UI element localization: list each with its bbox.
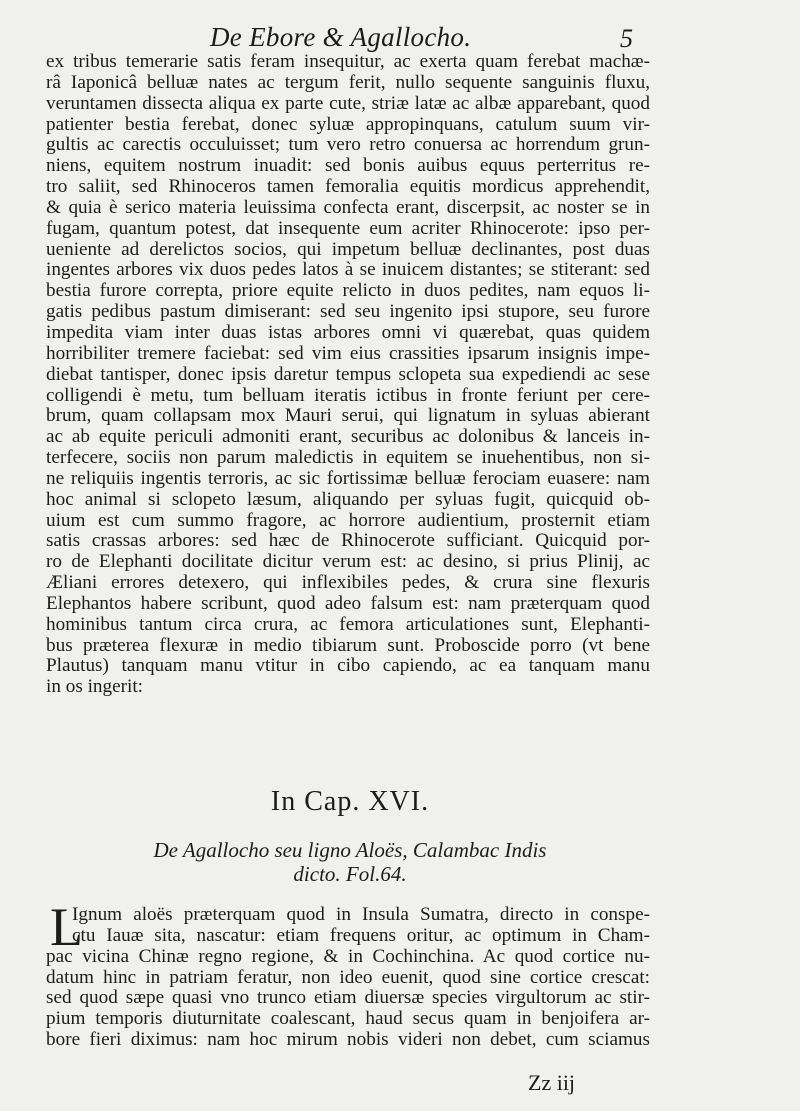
text-line: uium est cum summo fragore, ac horrore audientium, prosternit etiam [46,510,650,531]
text-line: hoc animal si sclopeto læsum, aliquando per syluas fugit, quicquid ob- [46,489,650,510]
text-line: Ignum aloës præterquam quod in Insula Sumatra, directo in conspe- [72,905,650,925]
drop-cap: L [50,897,83,957]
text-line: ueniente ad derelictos socios, qui impetum belluæ declinantes, post duas [46,239,650,260]
text-line: datum hinc in patriam feratur, non ideo euenit, quod sine cortice crescat: [46,967,650,988]
page-number: 5 [620,24,633,53]
signature-mark: Zz iij [528,1070,576,1095]
text-line: bore fieri diximus: nam hoc mirum nobis videri non debet, cum sciamus [46,1030,650,1051]
text-line: ne reliquiis ingentis terroris, ac sic fortissimæ belluæ ferociam euasere: nam [46,468,650,489]
section-title-line: dicto. Fol.64. [293,862,407,886]
text-line: in os ingerit: [46,677,143,698]
text-line: veruntamen dissecta aliqua ex parte cute, striæ latæ ac albæ apparebant, quod [46,93,650,114]
chapter-heading: In Cap. XVI. [270,786,430,817]
text-line: satis crassas arbores: sed hæc de Rhinocerote sufficiant. Quicquid por- [46,531,650,552]
text-line: Plautus) tanquam manu vtitur in cibo capiendo, ac ea tanquam manu [46,656,650,677]
text-line: pac vicina Chinæ regno regione, & in Cochinchina. Ac quod cortice nu- [46,946,650,967]
section-title [0,838,700,886]
section-title-line: De Agallocho seu ligno Aloës, Calambac Indis [153,838,547,862]
text-line: fugam, quantum potest, dat insequente eum acriter Rhinocerote: ipso per- [46,218,650,239]
text-line: ac ab equite periculi admoniti erant, securibus ac dolonibus & lanceis in- [46,427,650,448]
text-line: horribiliter tremere faciebat: sed vim eius crassities ipsarum insignis impe- [46,343,650,364]
text-line: ingentes arbores vix duos pedes latos à se inuicem distantes; se stiterant: sed [46,260,650,281]
text-line: niens, equitem nostrum inuadit: sed bonis auibus equus perterritus re- [46,156,650,177]
text-line: ro de Elephanti docilitate dicitur verum est: ac desino, si prius Plinij, ac [46,552,650,573]
text-line: pium temporis diuturnitate coalescant, haud secus quam in benjoifera ar- [46,1009,650,1030]
text-line: brum, quam collapsam mox Mauri serui, qui lignatum in syluas abierant [46,406,650,427]
text-line: hominibus tantum circa crura, ac femora articulationes sunt, Elephanti- [46,614,650,635]
text-line: tro saliit, sed Rhinoceros tamen femoralia equitis mordicus apprehendit, [46,177,650,198]
text-line: & quia è serico materia leuissima confecta erant, discerpsit, ac noster se in [46,197,650,218]
text-line: Elephantos habere scribunt, quod adeo falsum est: nam præterquam quod [46,593,650,614]
text-line: patienter bestia ferebat, donec syluæ appropinquans, catulum suum vir- [46,114,650,135]
text-line: râ Iaponicâ belluæ nates ac tergum ferit, nullo sequente sanguinis fluxu, [46,72,650,93]
text-line: sed quod sæpe quasi vno trunco etiam diuersæ species virgultorum ac stir- [46,988,650,1009]
paragraph-rhinoceros [46,52,650,698]
text-line: bus præterea flexuræ in medio tibiarum sunt. Proboscide porro (vt bene [46,635,650,656]
text-line: bestia furore correpta, priore equite relicto in duos pedites, nam equos li- [46,281,650,302]
paragraph-agallochum [46,897,650,1051]
text-line: diebat tantisper, donec ipsis daretur tempus sclopeta sua expediendi ac sese [46,364,650,385]
text-line: gatis pedibus pastum dimiserant: sed seu ingenito ipsi stupore, seu furore [46,302,650,323]
text-line: ctu Iauæ sita, nascatur: etiam frequens oritur, ac optimum in Cham- [72,925,650,946]
text-line: Æliani errores detexero, qui inflexibiles pedes, & crura sine flexuris [46,573,650,594]
running-title: De Ebore & Agallocho. [210,22,472,52]
text-line: colligendi è metu, tum belluam iteratis ictibus in fronte feriunt per cere- [46,385,650,406]
text-line: impedita viam inter duas istas arbores omni vi quærebat, quas quidem [46,322,650,343]
text-line: ex tribus temerarie satis feram insequitur, ac exerta quam ferebat machæ- [46,52,650,72]
text-line: terfecere, sociis non parum maledictis in equitem se inuehentibus, non si- [46,448,650,469]
text-line: gultis ac carectis occuluisset; tum vero retro conuersa ac horrendum grun- [46,135,650,156]
